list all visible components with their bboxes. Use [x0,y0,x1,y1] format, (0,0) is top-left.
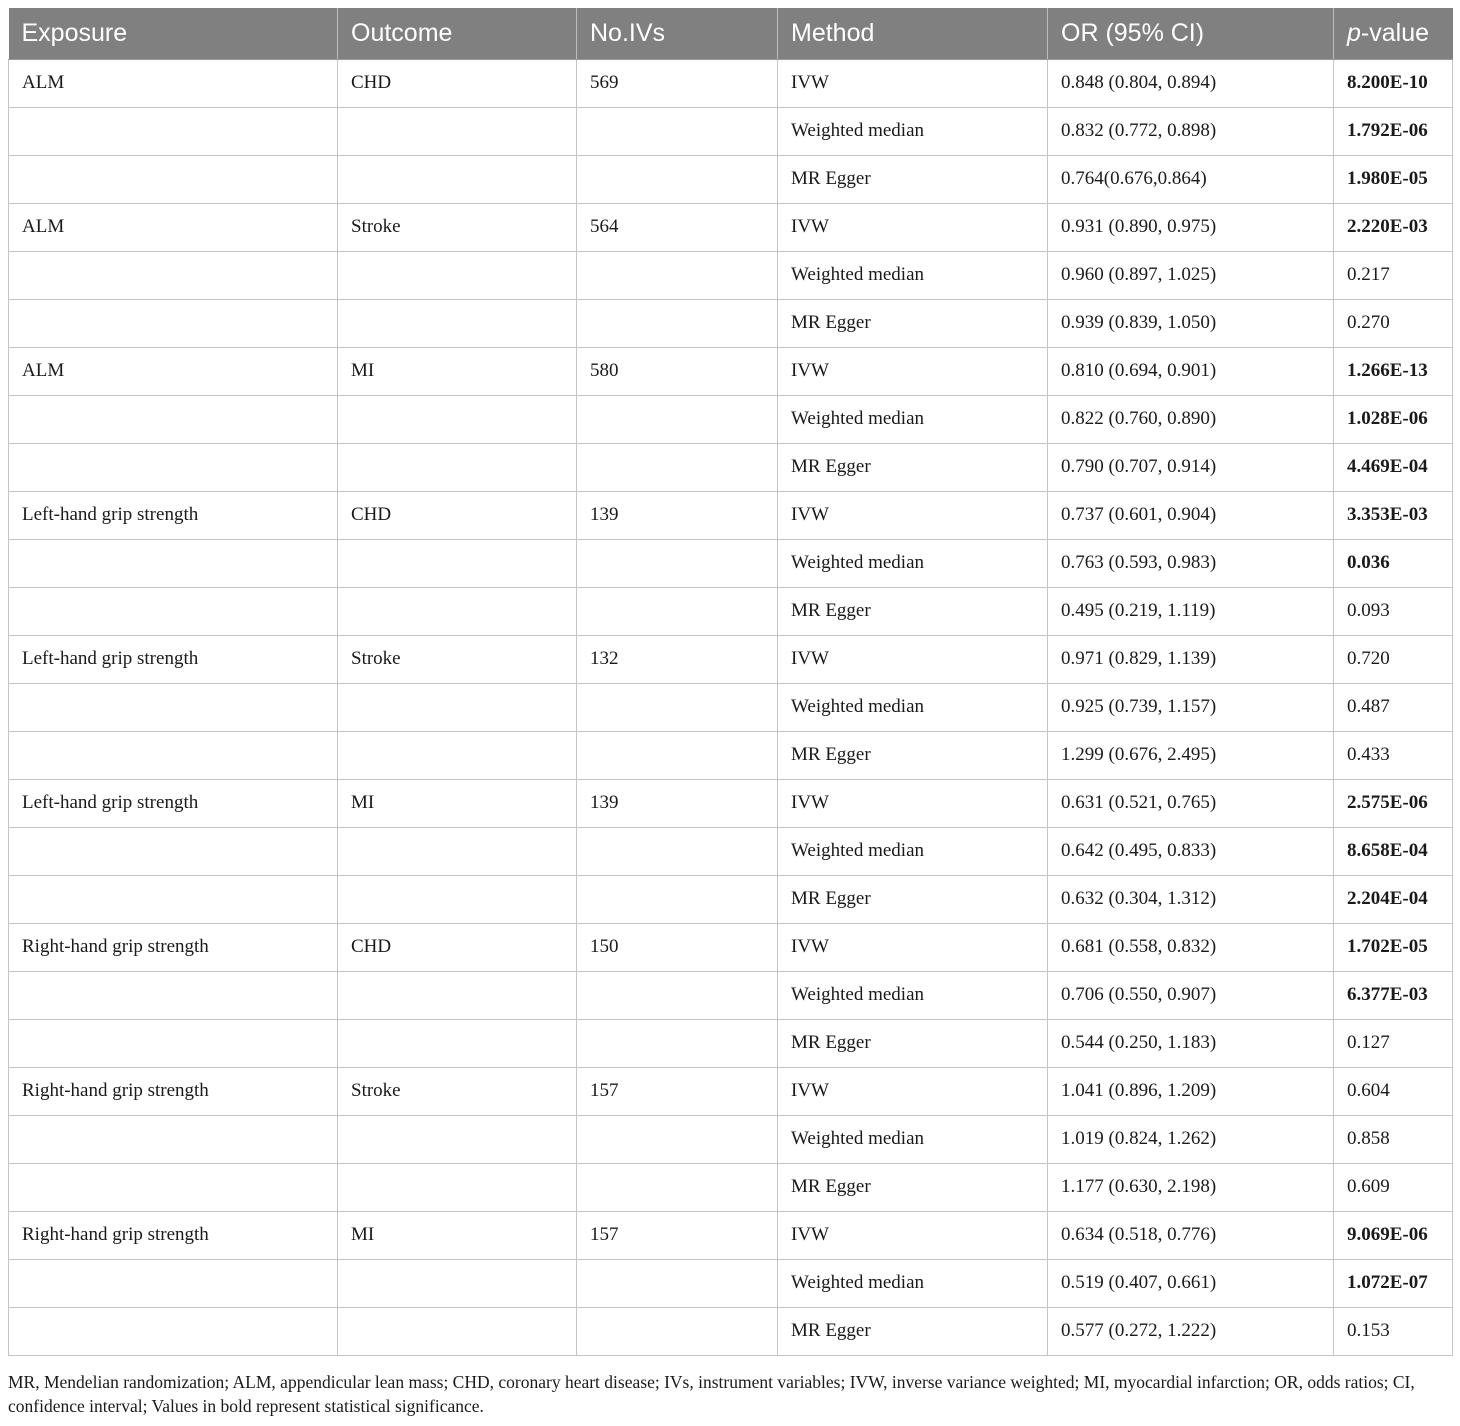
cell-no-ivs [577,251,778,299]
cell-p-value: 0.604 [1334,1067,1453,1115]
cell-method: MR Egger [778,443,1048,491]
table-row [9,1067,1453,1115]
cell-p-value: 0.720 [1334,635,1453,683]
table-row [9,827,1453,875]
cell-outcome [338,1259,577,1307]
cell-or-ci: 0.763 (0.593, 0.983) [1048,539,1334,587]
cell-p-value: 3.353E-03 [1334,491,1453,539]
cell-or-ci: 0.544 (0.250, 1.183) [1048,1019,1334,1067]
table-row [9,395,1453,443]
cell-outcome: MI [338,779,577,827]
cell-p-value: 1.072E-07 [1334,1259,1453,1307]
cell-outcome: CHD [338,491,577,539]
cell-method: Weighted median [778,971,1048,1019]
cell-p-value: 1.980E-05 [1334,155,1453,203]
cell-or-ci: 1.041 (0.896, 1.209) [1048,1067,1334,1115]
cell-p-value: 4.469E-04 [1334,443,1453,491]
cell-method: Weighted median [778,107,1048,155]
cell-method: IVW [778,347,1048,395]
cell-p-value: 0.127 [1334,1019,1453,1067]
cell-outcome [338,731,577,779]
cell-no-ivs: 157 [577,1211,778,1259]
cell-outcome: CHD [338,59,577,107]
cell-or-ci: 0.634 (0.518, 0.776) [1048,1211,1334,1259]
cell-method: Weighted median [778,251,1048,299]
cell-exposure [9,1259,338,1307]
cell-exposure: Right-hand grip strength [9,923,338,971]
cell-or-ci: 0.764(0.676,0.864) [1048,155,1334,203]
table-row [9,875,1453,923]
cell-outcome: CHD [338,923,577,971]
cell-no-ivs [577,155,778,203]
cell-p-value: 1.792E-06 [1334,107,1453,155]
header-p-italic: p [1347,18,1361,47]
cell-method: MR Egger [778,155,1048,203]
cell-outcome [338,875,577,923]
table-row [9,203,1453,251]
cell-no-ivs: 157 [577,1067,778,1115]
cell-or-ci: 0.737 (0.601, 0.904) [1048,491,1334,539]
cell-no-ivs [577,539,778,587]
table-header-row [9,8,1453,59]
table-row [9,491,1453,539]
header-exposure: Exposure [9,8,338,59]
cell-or-ci: 0.931 (0.890, 0.975) [1048,203,1334,251]
table-row [9,107,1453,155]
cell-outcome [338,155,577,203]
cell-no-ivs: 564 [577,203,778,251]
cell-exposure [9,155,338,203]
cell-p-value: 1.028E-06 [1334,395,1453,443]
cell-exposure: ALM [9,203,338,251]
cell-method: IVW [778,59,1048,107]
cell-outcome: Stroke [338,1067,577,1115]
cell-exposure [9,683,338,731]
table-row [9,587,1453,635]
cell-outcome [338,1307,577,1355]
cell-outcome: Stroke [338,203,577,251]
header-or-ci: OR (95% CI) [1048,8,1334,59]
table-row [9,923,1453,971]
cell-outcome [338,1163,577,1211]
cell-no-ivs [577,1259,778,1307]
cell-method: MR Egger [778,299,1048,347]
cell-or-ci: 0.631 (0.521, 0.765) [1048,779,1334,827]
cell-no-ivs: 580 [577,347,778,395]
table-row [9,683,1453,731]
cell-outcome [338,827,577,875]
cell-p-value: 1.702E-05 [1334,923,1453,971]
cell-method: MR Egger [778,731,1048,779]
cell-exposure [9,971,338,1019]
cell-no-ivs: 139 [577,779,778,827]
cell-exposure: Right-hand grip strength [9,1067,338,1115]
cell-method: IVW [778,491,1048,539]
table-row [9,779,1453,827]
table-row [9,1211,1453,1259]
results-table-container [8,8,1452,1356]
cell-p-value: 2.204E-04 [1334,875,1453,923]
cell-no-ivs [577,971,778,1019]
cell-no-ivs [577,875,778,923]
cell-or-ci: 0.706 (0.550, 0.907) [1048,971,1334,1019]
cell-p-value: 2.575E-06 [1334,779,1453,827]
cell-or-ci: 0.577 (0.272, 1.222) [1048,1307,1334,1355]
cell-p-value: 1.266E-13 [1334,347,1453,395]
cell-outcome: MI [338,1211,577,1259]
header-outcome: Outcome [338,8,577,59]
cell-p-value: 0.093 [1334,587,1453,635]
table-row [9,1259,1453,1307]
cell-exposure: ALM [9,59,338,107]
cell-exposure: Left-hand grip strength [9,491,338,539]
cell-no-ivs [577,731,778,779]
cell-or-ci: 0.925 (0.739, 1.157) [1048,683,1334,731]
table-footnote: MR, Mendelian randomization; ALM, appendicular lean mass; CHD, coronary heart disease; IVs, instrument variables; IVW, inverse variance weighted; MI, myocardial infarction; OR, odds ratios; CI, confidence interval; Values in bold represent statistical significance. [8,1372,1415,1416]
cell-method: Weighted median [778,539,1048,587]
table-row [9,1115,1453,1163]
cell-method: IVW [778,779,1048,827]
mr-results-table [8,8,1453,1356]
cell-no-ivs [577,395,778,443]
cell-or-ci: 0.632 (0.304, 1.312) [1048,875,1334,923]
cell-exposure [9,251,338,299]
cell-no-ivs [577,1163,778,1211]
cell-outcome [338,539,577,587]
cell-exposure: Right-hand grip strength [9,1211,338,1259]
cell-or-ci: 0.822 (0.760, 0.890) [1048,395,1334,443]
cell-exposure [9,875,338,923]
cell-p-value: 0.036 [1334,539,1453,587]
cell-method: Weighted median [778,395,1048,443]
cell-or-ci: 1.019 (0.824, 1.262) [1048,1115,1334,1163]
header-p-rest: -value [1360,18,1429,47]
cell-outcome: MI [338,347,577,395]
cell-p-value: 0.487 [1334,683,1453,731]
cell-exposure [9,1115,338,1163]
cell-no-ivs [577,1115,778,1163]
cell-p-value: 8.200E-10 [1334,59,1453,107]
cell-or-ci: 0.832 (0.772, 0.898) [1048,107,1334,155]
cell-or-ci: 0.960 (0.897, 1.025) [1048,251,1334,299]
cell-outcome [338,971,577,1019]
table-row [9,1019,1453,1067]
table-row [9,443,1453,491]
cell-exposure [9,395,338,443]
cell-exposure: ALM [9,347,338,395]
cell-exposure [9,443,338,491]
cell-no-ivs [577,1019,778,1067]
cell-method: MR Egger [778,1019,1048,1067]
table-row [9,971,1453,1019]
cell-p-value: 0.270 [1334,299,1453,347]
cell-p-value: 9.069E-06 [1334,1211,1453,1259]
cell-method: IVW [778,635,1048,683]
cell-outcome: Stroke [338,635,577,683]
cell-exposure [9,107,338,155]
cell-exposure [9,587,338,635]
cell-method: MR Egger [778,1307,1048,1355]
cell-method: IVW [778,1067,1048,1115]
cell-exposure [9,1163,338,1211]
table-row [9,155,1453,203]
cell-no-ivs [577,443,778,491]
cell-method: IVW [778,203,1048,251]
table-row [9,539,1453,587]
header-p-value [1334,8,1453,59]
cell-outcome [338,251,577,299]
cell-p-value: 0.433 [1334,731,1453,779]
cell-p-value: 2.220E-03 [1334,203,1453,251]
cell-no-ivs [577,827,778,875]
cell-method: MR Egger [778,1163,1048,1211]
cell-outcome [338,1115,577,1163]
cell-p-value: 6.377E-03 [1334,971,1453,1019]
table-row [9,59,1453,107]
table-row [9,1307,1453,1355]
cell-exposure [9,299,338,347]
cell-p-value: 8.658E-04 [1334,827,1453,875]
cell-p-value: 0.609 [1334,1163,1453,1211]
cell-or-ci: 0.790 (0.707, 0.914) [1048,443,1334,491]
cell-outcome [338,107,577,155]
cell-or-ci: 0.810 (0.694, 0.901) [1048,347,1334,395]
cell-p-value: 0.153 [1334,1307,1453,1355]
table-row [9,299,1453,347]
cell-method: MR Egger [778,587,1048,635]
header-method: Method [778,8,1048,59]
cell-or-ci: 0.642 (0.495, 0.833) [1048,827,1334,875]
cell-outcome [338,683,577,731]
table-row [9,347,1453,395]
cell-outcome [338,395,577,443]
cell-or-ci: 0.519 (0.407, 0.661) [1048,1259,1334,1307]
cell-outcome [338,1019,577,1067]
cell-p-value: 0.858 [1334,1115,1453,1163]
cell-no-ivs: 150 [577,923,778,971]
cell-no-ivs [577,1307,778,1355]
cell-exposure [9,539,338,587]
table-row [9,1163,1453,1211]
cell-outcome [338,299,577,347]
cell-no-ivs: 569 [577,59,778,107]
cell-no-ivs [577,107,778,155]
table-body [9,59,1453,1355]
cell-p-value: 0.217 [1334,251,1453,299]
cell-method: Weighted median [778,1259,1048,1307]
cell-or-ci: 1.177 (0.630, 2.198) [1048,1163,1334,1211]
cell-method: Weighted median [778,827,1048,875]
table-row [9,635,1453,683]
cell-exposure [9,731,338,779]
cell-outcome [338,587,577,635]
table-row [9,731,1453,779]
cell-exposure [9,827,338,875]
cell-exposure: Left-hand grip strength [9,635,338,683]
cell-or-ci: 0.495 (0.219, 1.119) [1048,587,1334,635]
cell-or-ci: 0.939 (0.839, 1.050) [1048,299,1334,347]
cell-method: IVW [778,1211,1048,1259]
cell-no-ivs [577,683,778,731]
cell-exposure: Left-hand grip strength [9,779,338,827]
cell-no-ivs [577,587,778,635]
cell-exposure [9,1019,338,1067]
cell-no-ivs [577,299,778,347]
cell-outcome [338,443,577,491]
header-no-ivs: No.IVs [577,8,778,59]
cell-exposure [9,1307,338,1355]
cell-method: Weighted median [778,683,1048,731]
cell-or-ci: 0.681 (0.558, 0.832) [1048,923,1334,971]
cell-no-ivs: 132 [577,635,778,683]
cell-no-ivs: 139 [577,491,778,539]
cell-method: IVW [778,923,1048,971]
cell-or-ci: 1.299 (0.676, 2.495) [1048,731,1334,779]
cell-method: Weighted median [778,1115,1048,1163]
cell-method: MR Egger [778,875,1048,923]
cell-or-ci: 0.848 (0.804, 0.894) [1048,59,1334,107]
cell-or-ci: 0.971 (0.829, 1.139) [1048,635,1334,683]
table-row [9,251,1453,299]
